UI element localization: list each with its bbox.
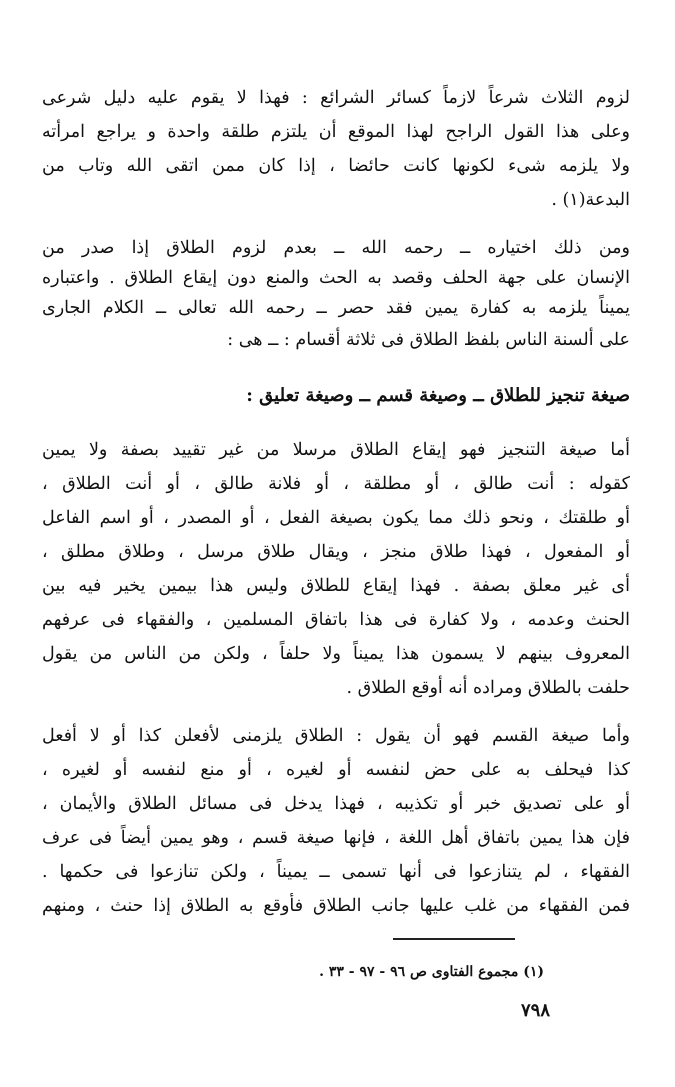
paragraph-2-line-2: الإنسان على جهة الحلف وقصد به الحث والمنع دون إيقاع الطلاق . واعتباره: [42, 268, 630, 288]
paragraph-2-line-4: على ألسنة الناس بلفظ الطلاق فى ثلاثة أقسام : ــ هى :: [227, 330, 630, 350]
section-heading: صيغة تنجيز للطلاق ــ وصيغة قسم ــ وصيغة تعليق :: [246, 385, 630, 406]
paragraph-4-line-5: الفقهاء ، لم يتنازعوا فى أنها تسمى ــ يميناً ، ولكن تنازعوا فى حكمها .: [42, 862, 630, 882]
paragraph-4-line-2: كذا فيحلف به على حض لنفسه أو لغيره ، أو منع لنفسه أو لغيره ،: [42, 760, 630, 780]
paragraph-1-line-2: وعلى هذا القول الراجح لهذا الموقع أن يلتزم طلقة واحدة و يراجع امرأته: [42, 122, 630, 142]
paragraph-3-line-1: أما صيغة التنجيز فهو إيقاع الطلاق مرسلا من غير تقييد بصفة ولا يمين: [42, 440, 630, 460]
paragraph-1-line-1: لزوم الثلاث شرعاً لازماً كسائر الشرائع : فهذا لا يقوم عليه دليل شرعى: [42, 88, 630, 108]
paragraph-4-line-4: فإن هذا يمين باتفاق أهل اللغة ، فإنها صيغة قسم ، وهو يمين أيضاً فى عرف: [42, 828, 630, 848]
paragraph-4-line-1: وأما صيغة القسم فهو أن يقول : الطلاق يلزمنى لأفعلن كذا أو لا أفعل: [42, 726, 630, 746]
paragraph-3-line-7: المعروف بينهم لا يسمون هذا يميناً ولا حلفاً ، ولكن من الناس من يقول: [42, 644, 630, 664]
paragraph-3-line-4: أو المفعول ، فهذا طلاق منجز ، ويقال طلاق مرسل ، وطلاق مطلق ،: [42, 542, 630, 562]
paragraph-2-line-3: يميناً يلزمه به كفارة يمين فقد حصر ــ رحمه الله تعالى ــ الكلام الجارى: [42, 298, 630, 318]
paragraph-3-line-2: كقوله : أنت طالق ، أو مطلقة ، أو فلانة طالق ، أو أنت الطلاق ،: [42, 474, 630, 494]
paragraph-1-line-3: ولا يلزمه شىء لكونها كانت حائضا ، إذا كان ممن اتقى الله وتاب من: [42, 156, 630, 176]
footnote-divider: [393, 938, 515, 940]
paragraph-2-line-1: ومن ذلك اختياره ــ رحمه الله ــ بعدم لزوم الطلاق إذا صدر من: [42, 238, 630, 258]
paragraph-4-line-6: فمن الفقهاء من غلب عليها جانب الطلاق فأوقع به الطلاق إذا حنث ، ومنهم: [42, 896, 630, 916]
paragraph-3-line-3: أو طلقتك ، ونحو ذلك مما يكون بصيغة الفعل ، أو المصدر ، أو اسم الفاعل: [42, 508, 630, 528]
paragraph-1-line-4: البدعة(١) .: [551, 190, 630, 210]
paragraph-3-line-5: أى غير معلق بصفة . فهذا إيقاع للطلاق وليس هذا بيمين يخير فيه بين: [42, 576, 630, 596]
footnote: (١) مجموع الفتاوى ص ٩٦ - ٩٧ - ٣٣ .: [319, 964, 544, 980]
paragraph-3-line-6: الحنث وعدمه ، ولا كفارة فى هذا باتفاق المسلمين ، والفقهاء فى عرفهم: [42, 610, 630, 630]
page-number: ٧٩٨: [520, 1000, 550, 1021]
paragraph-3-line-8: حلفت بالطلاق ومراده أنه أوقع الطلاق .: [346, 678, 630, 698]
paragraph-4-line-3: أو على تصديق خبر أو تكذيبه ، فهذا يدخل فى مسائل الطلاق والأيمان ،: [42, 794, 630, 814]
